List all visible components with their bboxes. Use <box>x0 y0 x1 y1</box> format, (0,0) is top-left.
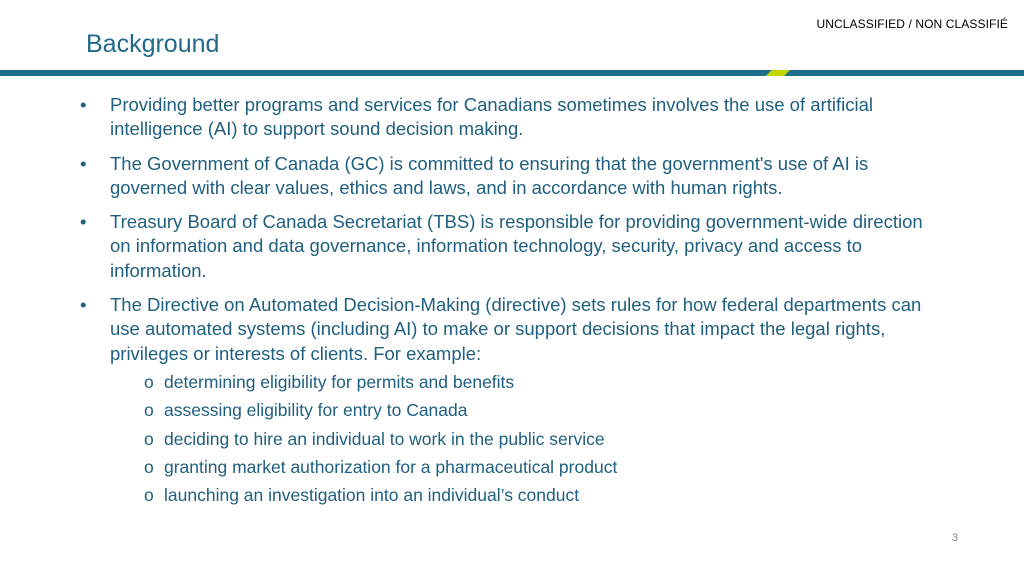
sub-bullet-marker: o <box>144 371 154 392</box>
page-number: 3 <box>951 532 958 544</box>
header-rule <box>0 70 1024 76</box>
slide-content <box>78 93 938 511</box>
example-text: assessing eligibility for entry to Canada <box>164 400 468 421</box>
bullet-marker: • <box>80 294 87 316</box>
example-item <box>144 370 938 394</box>
bullet-marker: • <box>80 94 87 115</box>
example-text: granting market authorization for a pharmaceutical product <box>164 456 618 477</box>
bullet-text: Treasury Board of Canada Secretariat (TBS) is responsible for providing government-wide direction on information and data governance, information technology, security, privacy and access to information. <box>110 211 923 281</box>
sub-bullet-marker: o <box>144 428 154 449</box>
example-text: determining eligibility for permits and benefits <box>164 371 515 392</box>
slide-title: Background <box>86 30 220 58</box>
bullet-item <box>78 93 938 142</box>
sub-bullet-marker: o <box>144 400 154 421</box>
header-rule-teal <box>0 70 772 76</box>
bullet-item <box>78 210 938 283</box>
classification-label: UNCLASSIFIED / NON CLASSIFIÉ <box>816 17 1008 31</box>
example-item <box>144 427 938 451</box>
bullet-marker: • <box>80 211 87 233</box>
example-item <box>144 455 938 479</box>
bullet-text: The Government of Canada (GC) is committed to ensuring that the government's use of AI is governed with clear values, ethics and laws, and in accordance with human rights. <box>110 152 869 198</box>
bullet-item <box>78 293 938 366</box>
sub-bullet-marker: o <box>144 456 154 477</box>
example-text: deciding to hire an individual to work in the public service <box>164 428 605 449</box>
example-list <box>78 370 938 507</box>
example-item <box>144 398 938 422</box>
bullet-text: The Directive on Automated Decision-Making (directive) sets rules for how federal departments can use automated systems (including AI) to make or support decisions that impact the legal rights, privileges or interests of clients. For example: <box>110 294 922 364</box>
example-item <box>144 483 938 507</box>
header-rule-teal-right <box>784 70 1024 76</box>
bullet-text: Providing better programs and services for Canadians sometimes involves the use of artificial intelligence (AI) to support sound decision making. <box>110 94 873 140</box>
sub-bullet-marker: o <box>144 485 154 506</box>
example-text: launching an investigation into an individual’s conduct <box>164 485 580 506</box>
bullet-marker: • <box>80 152 87 174</box>
bullet-item <box>78 152 938 201</box>
